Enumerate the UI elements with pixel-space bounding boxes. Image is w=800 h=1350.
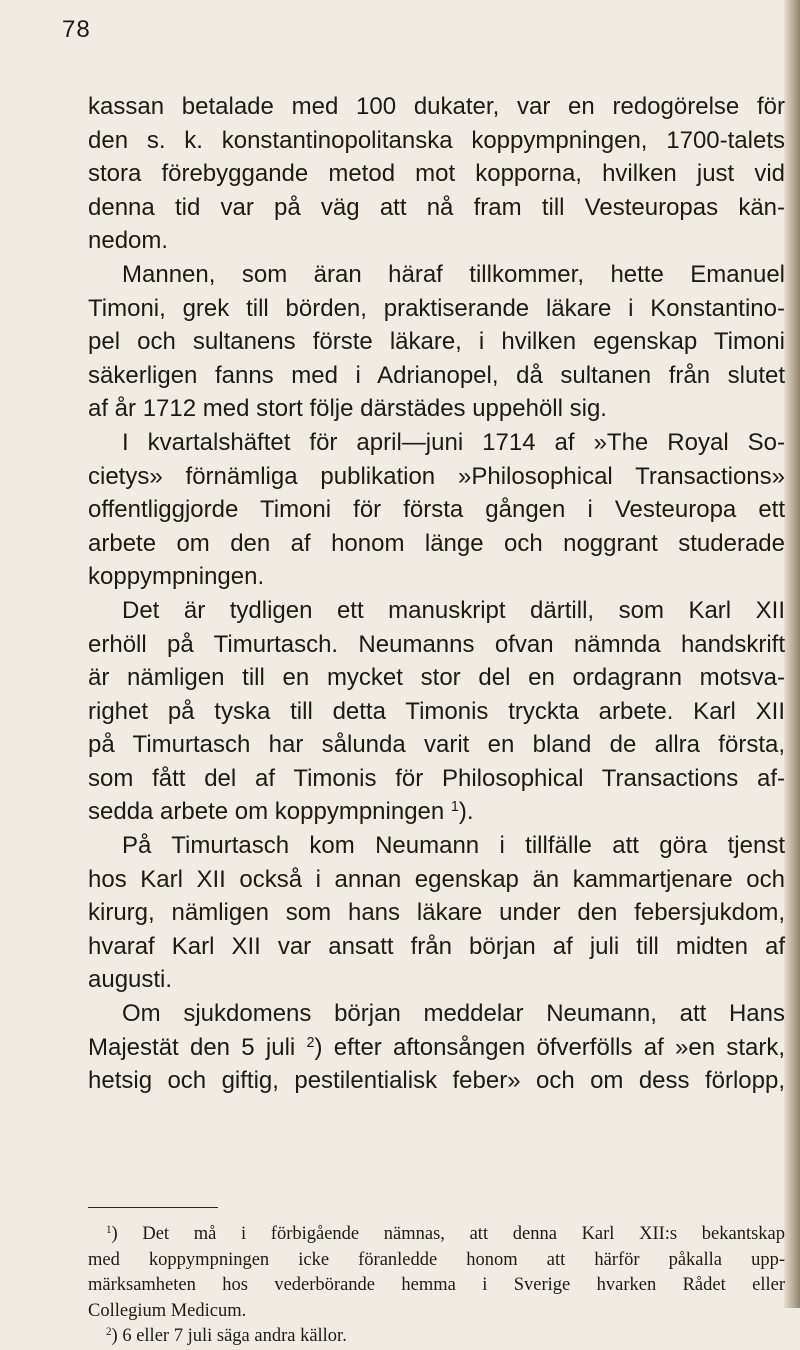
footnote-marker: 2 — [106, 1325, 112, 1338]
text-line: offentliggjorde Timoni för första gången i Vesteuropa ett — [88, 496, 785, 524]
footnote-reference: 2 — [306, 1034, 315, 1051]
text-line: nedom. — [88, 227, 169, 255]
page-number: 78 — [62, 16, 91, 43]
text-line: hetsig och giftig, pestilentialisk feber» och om dess förlopp, — [88, 1067, 785, 1095]
text-line: arbete om den af honom länge och noggrant studerade — [88, 529, 785, 557]
page-edge — [784, 0, 800, 1308]
text-line: som fått del af Timonis för Philosophical Transactions af- — [88, 764, 785, 792]
text-line: är nämligen till en mycket stor del en ordagrann motsva- — [88, 664, 785, 692]
text-line: righet på tyska till detta Timonis tryckta arbete. Karl XII — [88, 697, 785, 725]
text-line: Majestät den 5 juli $^2$) efter aftonsången öfverfölls af »en stark, — [88, 1033, 785, 1061]
text-line: hvaraf Karl XII var ansatt från början af juli till midten af — [88, 932, 785, 960]
text-line: stora förebyggande metod mot kopporna, hvilken just vid — [88, 160, 785, 188]
text-line: Timoni, grek till börden, praktiserande läkare i Konstantino- — [88, 294, 785, 322]
text-line: af år 1712 med stort följe därstädes uppehöll sig. — [88, 395, 607, 423]
text-line: Om sjukdomens början meddelar Neumann, att Hans — [122, 1000, 785, 1028]
text-line: hos Karl XII också i annan egenskap än kammartjenare och — [88, 865, 785, 893]
footnote-line: med koppympningen icke föranledde honom att härför påkalla upp- — [88, 1249, 785, 1270]
text-line: Det är tydligen ett manuskript därtill, som Karl XII — [122, 596, 785, 624]
footnote-line: $^1$) Det må i förbigående nämnas, att denna Karl XII:s bekantskap — [106, 1223, 785, 1244]
text-line: pel och sultanens förste läkare, i hvilken egenskap Timoni — [88, 328, 785, 356]
text-line: erhöll på Timurtasch. Neumanns ofvan nämnda handskrift — [88, 630, 785, 658]
text-line: den s. k. konstantinopolitanska koppympningen, 1700-talets — [88, 126, 785, 154]
footnote-line: märksamheten hos vederbörande hemma i Sverige hvarken Rådet eller — [88, 1275, 785, 1295]
text-line: kassan betalade med 100 dukater, var en redogörelse för — [88, 93, 785, 120]
footnote-line: Collegium Medicum. — [88, 1300, 247, 1321]
body-text — [88, 90, 785, 1098]
text-line: denna tid var på väg att nå fram till Vesteuropas kän- — [88, 193, 785, 221]
text-line: säkerligen fanns med i Adrianopel, då sultanen från slutet — [88, 361, 785, 389]
footnote-marker: 1 — [106, 1223, 112, 1236]
text-line: Mannen, som äran häraf tillkommer, hette Emanuel — [122, 260, 785, 288]
text-line: på Timurtasch har sålunda varit en bland de allra första, — [88, 731, 785, 759]
text-line: augusti. — [88, 966, 173, 994]
footnote-rule — [88, 1207, 218, 1208]
footnotes — [88, 1222, 785, 1350]
text-line: kirurg, nämligen som hans läkare under den febersjukdom, — [88, 899, 785, 927]
text-line: I kvartalshäftet för april—juni 1714 af »The Royal So- — [122, 428, 785, 456]
text-line: koppympningen. — [88, 563, 265, 591]
text-line: sedda arbete om koppympningen $^1$). — [88, 798, 474, 826]
text-line: På Timurtasch kom Neumann i tillfälle att göra tjenst — [122, 832, 785, 860]
footnote-line: $^2$) 6 eller 7 juli säga andra källor. — [106, 1325, 347, 1346]
text-line: cietys» förnämliga publikation »Philosophical Transactions» — [88, 462, 785, 490]
footnote-reference: 1 — [450, 799, 459, 816]
